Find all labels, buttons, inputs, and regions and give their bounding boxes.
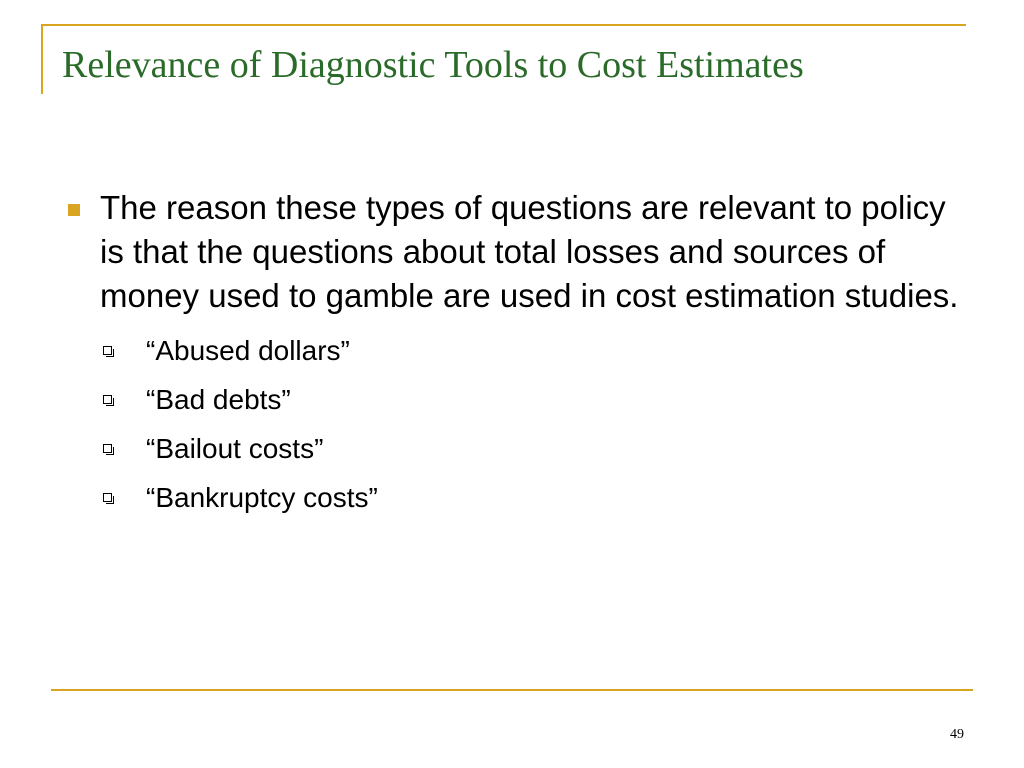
- slide-body: [66, 186, 966, 522]
- sub-bullet-item: [66, 424, 966, 473]
- footer-rule: [51, 689, 973, 691]
- main-bullet-text: The reason these types of questions are relevant to policy is that the questions about total losses and sources of money used to gamble are used in cost estimation studies.: [100, 189, 959, 314]
- slide-title: Relevance of Diagnostic Tools to Cost Estimates: [62, 44, 804, 86]
- sub-bullet-text: “Bailout costs”: [146, 433, 324, 464]
- title-vertical-rule: [41, 24, 43, 94]
- title-horizontal-rule: [41, 24, 966, 26]
- filled-square-bullet-icon: [68, 204, 80, 216]
- sub-bullet-text: “Abused dollars”: [146, 335, 350, 366]
- hollow-square-bullet-icon: [103, 395, 112, 404]
- sub-bullet-list: [66, 326, 966, 522]
- sub-bullet-text: “Bankruptcy costs”: [146, 482, 378, 513]
- sub-bullet-text: “Bad debts”: [146, 384, 291, 415]
- hollow-square-bullet-icon: [103, 346, 112, 355]
- hollow-square-bullet-icon: [103, 493, 112, 502]
- sub-bullet-item: [66, 326, 966, 375]
- sub-bullet-item: [66, 473, 966, 522]
- hollow-square-bullet-icon: [103, 444, 112, 453]
- sub-bullet-item: [66, 375, 966, 424]
- page-number: 49: [950, 727, 964, 742]
- main-bullet: [66, 186, 966, 318]
